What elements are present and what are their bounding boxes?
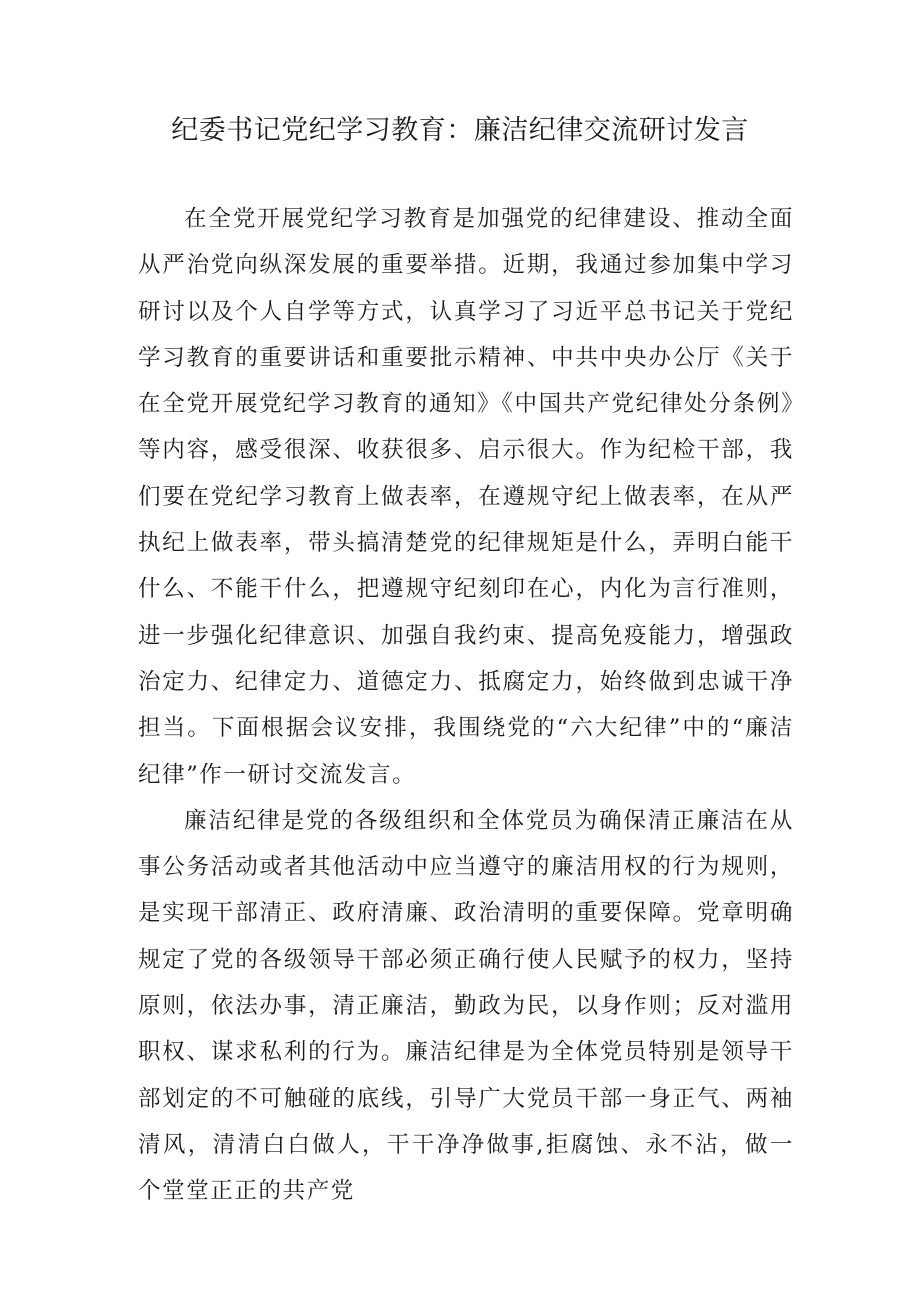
- document-title: 纪委书记党纪学习教育：廉洁纪律交流研讨发言: [171, 115, 749, 146]
- paragraph-1: 在全党开展党纪学习教育是加强党的纪律建设、推动全面从严治党向纵深发展的重要举措。近期，我通过参加集中学习研讨以及个人自学等方式，认真学习了习近平总书记关于党纪学习教育的重要讲话和重要批示精神、中共中央办公厅《关于在全党开展党纪学习教育的通知》《中国共产党纪律处分条例》等内容，感受很深、收获很多、启示很大。作为纪检干部，我们要在党纪学习教育上做表率，在遵规守纪上做表率，在从严执纪上做表率，带头搞清楚党的纪律规矩是什么，弄明白能干什么、不能干什么，把遵规守纪刻印在心，内化为言行准则，进一步强化纪律意识、加强自我约束、提高免疫能力，增强政治定力、纪律定力、道德定力、抵腐定力，始终做到忠诚干净担当。下面根据会议安排，我围绕党的“六大纪律”中的“廉洁纪律”作一研讨交流发言。: [138, 206, 794, 788]
- document-body: [138, 196, 794, 1215]
- paragraph-2: 廉洁纪律是党的各级组织和全体党员为确保清正廉洁在从事公务活动或者其他活动中应当遵守的廉洁用权的行为规则，是实现干部清正、政府清廉、政治清明的重要保障。党章明确规定了党的各级领导干部必须正确行使人民赋予的权力，坚持原则，依法办事，清正廉洁，勤政为民，以身作则；反对滥用职权、谋求私利的行为。廉洁纪律是为全体党员特别是领导干部划定的不可触碰的底线，引导广大党员干部一身正气、两袖清风，清清白白做人，干干净净做事,拒腐蚀、永不沾，做一个堂堂正正的共产党: [138, 807, 794, 1205]
